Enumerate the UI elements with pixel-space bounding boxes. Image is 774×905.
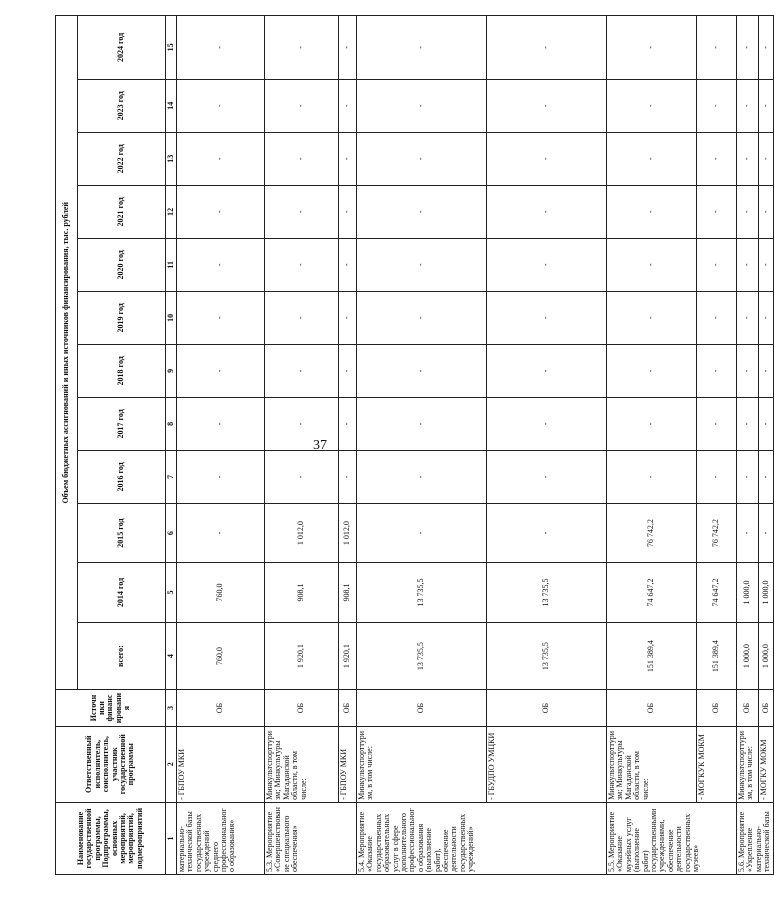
cell-program-name: 5.6. Мероприятие «Укрепление материально-технической базы bbox=[737, 802, 774, 874]
cell-year-value: - bbox=[177, 397, 265, 450]
header-year: 2023 год bbox=[78, 79, 166, 132]
cell-year-value: 1 000,0 bbox=[737, 563, 759, 622]
cell-year-value: 760,0 bbox=[177, 563, 265, 622]
cell-year-value: - bbox=[177, 185, 265, 238]
cell-year-value: - bbox=[487, 79, 607, 132]
cell-year-value: - bbox=[487, 238, 607, 291]
header-year: 2016 год bbox=[78, 450, 166, 503]
cell-executor: - ГБПОУ МКИ bbox=[177, 726, 265, 802]
cell-year-value: - bbox=[339, 397, 357, 450]
cell-total: 1 920,1 bbox=[265, 622, 339, 690]
cell-year-value: - bbox=[487, 16, 607, 80]
cell-year-value: - bbox=[357, 16, 487, 80]
page-number: 37 bbox=[313, 438, 327, 453]
cell-year-value: - bbox=[697, 344, 737, 397]
cell-executor: Минкультспорттуризм, в том числе: bbox=[357, 726, 487, 802]
cell-year-value: - bbox=[357, 238, 487, 291]
cell-year-value: - bbox=[357, 132, 487, 185]
cell-year-value: - bbox=[487, 503, 607, 562]
column-number: 15 bbox=[166, 16, 177, 80]
column-number: 8 bbox=[166, 397, 177, 450]
column-number: 3 bbox=[166, 690, 177, 726]
table-row bbox=[177, 16, 265, 875]
cell-year-value: - bbox=[737, 16, 759, 80]
cell-source: ОБ bbox=[357, 690, 487, 726]
rotated-table-wrapper bbox=[55, 15, 772, 875]
cell-source: ОБ bbox=[339, 690, 357, 726]
header-executor: Ответственный исполнитель, соисполнитель, участник государственной программы bbox=[56, 726, 166, 802]
cell-year-value: - bbox=[607, 397, 697, 450]
cell-year-value: - bbox=[357, 79, 487, 132]
cell-year-value: - bbox=[759, 16, 773, 80]
cell-year-value: - bbox=[759, 185, 773, 238]
funding-table bbox=[55, 15, 774, 875]
cell-year-value: - bbox=[357, 397, 487, 450]
cell-year-value: - bbox=[177, 503, 265, 562]
cell-year-value: - bbox=[697, 238, 737, 291]
column-number: 4 bbox=[166, 622, 177, 690]
cell-year-value: - bbox=[697, 16, 737, 80]
cell-year-value: - bbox=[737, 132, 759, 185]
cell-year-value: - bbox=[487, 291, 607, 344]
column-number: 14 bbox=[166, 79, 177, 132]
cell-year-value: - bbox=[177, 79, 265, 132]
cell-year-value: - bbox=[265, 344, 339, 397]
cell-program-name: 5.4. Мероприятие «Оказание государственных образовательных услуг в сфере дополнительного профессионального образования (выполнение работ), обеспечение деятельности государственных учреждений» bbox=[357, 802, 607, 874]
cell-year-value: - bbox=[357, 344, 487, 397]
cell-total: 151 389,4 bbox=[697, 622, 737, 690]
cell-year-value: - bbox=[357, 185, 487, 238]
cell-year-value: - bbox=[607, 79, 697, 132]
cell-year-value: - bbox=[607, 450, 697, 503]
header-year: 2020 год bbox=[78, 238, 166, 291]
cell-year-value: - bbox=[265, 79, 339, 132]
cell-year-value: - bbox=[487, 344, 607, 397]
table-row bbox=[339, 16, 357, 875]
cell-year-value: - bbox=[357, 450, 487, 503]
cell-year-value: 13 735,5 bbox=[357, 563, 487, 622]
cell-year-value: - bbox=[759, 79, 773, 132]
cell-year-value: - bbox=[265, 185, 339, 238]
cell-executor: - ГБУДПО УМЦКИ bbox=[487, 726, 607, 802]
header-source: Источники финансирования bbox=[56, 690, 166, 726]
cell-year-value: - bbox=[737, 397, 759, 450]
cell-executor: - ГБПОУ МКИ bbox=[339, 726, 357, 802]
cell-year-value: - bbox=[177, 132, 265, 185]
cell-year-value: 908,1 bbox=[339, 563, 357, 622]
cell-year-value: - bbox=[265, 450, 339, 503]
cell-source: ОБ bbox=[265, 690, 339, 726]
cell-year-value: - bbox=[697, 450, 737, 503]
cell-year-value: - bbox=[339, 450, 357, 503]
cell-year-value: 76 742,2 bbox=[697, 503, 737, 562]
cell-year-value: - bbox=[697, 132, 737, 185]
cell-total: 13 735,5 bbox=[357, 622, 487, 690]
cell-year-value: - bbox=[697, 185, 737, 238]
header-year: 2015 год bbox=[78, 503, 166, 562]
cell-year-value: 76 742,2 bbox=[607, 503, 697, 562]
cell-year-value: - bbox=[339, 291, 357, 344]
header-total: всего: bbox=[78, 622, 166, 690]
table-row bbox=[759, 16, 773, 875]
cell-year-value: - bbox=[607, 238, 697, 291]
table-row bbox=[607, 16, 697, 875]
cell-year-value: - bbox=[697, 397, 737, 450]
cell-year-value: - bbox=[759, 238, 773, 291]
header-year: 2017 год bbox=[78, 397, 166, 450]
cell-year-value: 908,1 bbox=[265, 563, 339, 622]
header-year: 2014 год bbox=[78, 563, 166, 622]
cell-year-value: - bbox=[759, 291, 773, 344]
cell-source: ОБ bbox=[697, 690, 737, 726]
header-year: 2019 год bbox=[78, 291, 166, 344]
header-year: 2024 год bbox=[78, 16, 166, 80]
cell-year-value: - bbox=[487, 397, 607, 450]
cell-year-value: - bbox=[607, 291, 697, 344]
cell-year-value: 74 647,2 bbox=[607, 563, 697, 622]
column-number: 12 bbox=[166, 185, 177, 238]
cell-source: ОБ bbox=[759, 690, 773, 726]
cell-year-value: - bbox=[339, 185, 357, 238]
cell-year-value: - bbox=[339, 238, 357, 291]
cell-year-value: - bbox=[265, 132, 339, 185]
cell-year-value: - bbox=[487, 450, 607, 503]
column-number: 9 bbox=[166, 344, 177, 397]
cell-year-value: - bbox=[339, 16, 357, 80]
cell-year-value: - bbox=[759, 450, 773, 503]
cell-executor: Минкультспорттуризм; Минкультуры Магаданской области, в том числе: bbox=[607, 726, 697, 802]
cell-year-value: - bbox=[265, 16, 339, 80]
table-row bbox=[487, 16, 607, 875]
cell-executor: Минкультспорттуризм, в том числе: bbox=[737, 726, 759, 802]
cell-year-value: - bbox=[759, 132, 773, 185]
cell-year-value: - bbox=[737, 238, 759, 291]
cell-year-value: - bbox=[737, 185, 759, 238]
cell-total: 760,0 bbox=[177, 622, 265, 690]
cell-year-value: - bbox=[607, 185, 697, 238]
column-number: 7 bbox=[166, 450, 177, 503]
cell-total: 1 920,1 bbox=[339, 622, 357, 690]
column-number: 11 bbox=[166, 238, 177, 291]
cell-year-value: - bbox=[607, 16, 697, 80]
cell-year-value: - bbox=[177, 450, 265, 503]
table-row bbox=[697, 16, 737, 875]
cell-year-value: - bbox=[759, 503, 773, 562]
table-row bbox=[357, 16, 487, 875]
column-number: 5 bbox=[166, 563, 177, 622]
header-year: 2022 год bbox=[78, 132, 166, 185]
cell-year-value: - bbox=[737, 344, 759, 397]
column-number: 2 bbox=[166, 726, 177, 802]
cell-year-value: - bbox=[339, 79, 357, 132]
cell-total: 151 389,4 bbox=[607, 622, 697, 690]
cell-year-value: - bbox=[177, 291, 265, 344]
cell-program-name: материально-технической базы государственных учреждений среднего профессионального образования» bbox=[177, 802, 265, 874]
cell-year-value: 1 012,0 bbox=[265, 503, 339, 562]
cell-year-value: - bbox=[759, 397, 773, 450]
cell-year-value: - bbox=[737, 503, 759, 562]
cell-year-value: - bbox=[737, 291, 759, 344]
cell-year-value: - bbox=[177, 238, 265, 291]
cell-source: ОБ bbox=[737, 690, 759, 726]
cell-total: 1 000,0 bbox=[737, 622, 759, 690]
cell-total: 13 735,5 bbox=[487, 622, 607, 690]
cell-year-value: - bbox=[177, 344, 265, 397]
header-year: 2018 год bbox=[78, 344, 166, 397]
table-row bbox=[265, 16, 339, 875]
column-number: 6 bbox=[166, 503, 177, 562]
cell-source: ОБ bbox=[487, 690, 607, 726]
table-row bbox=[737, 16, 759, 875]
cell-executor: - МОГКУК МОКМ bbox=[697, 726, 737, 802]
column-number: 1 bbox=[166, 802, 177, 874]
header-year: 2021 год bbox=[78, 185, 166, 238]
cell-year-value: - bbox=[697, 79, 737, 132]
cell-year-value: - bbox=[737, 450, 759, 503]
cell-year-value: 13 735,5 bbox=[487, 563, 607, 622]
cell-year-value: - bbox=[487, 132, 607, 185]
cell-source: ОБ bbox=[607, 690, 697, 726]
cell-year-value: 1 012,0 bbox=[339, 503, 357, 562]
header-funding: Объем бюджетных ассигнований и иных источников финансирования, тыс. рублей bbox=[56, 16, 78, 691]
column-number: 13 bbox=[166, 132, 177, 185]
cell-year-value: - bbox=[697, 291, 737, 344]
cell-year-value: - bbox=[339, 344, 357, 397]
cell-year-value: - bbox=[339, 132, 357, 185]
cell-year-value: - bbox=[357, 291, 487, 344]
cell-year-value: - bbox=[759, 344, 773, 397]
cell-year-value: - bbox=[265, 397, 339, 450]
cell-source: ОБ bbox=[177, 690, 265, 726]
cell-year-value: - bbox=[737, 79, 759, 132]
cell-executor: - МОГКУ МОКМ bbox=[759, 726, 773, 802]
header-name: Наименование государственной программы, Подпрограммы, основных мероприятий, мероприятий, подмероприятий bbox=[56, 802, 166, 874]
cell-program-name: 5.3. Мероприятие «Совершенствование специального обеспечения» bbox=[265, 802, 357, 874]
cell-year-value: - bbox=[607, 344, 697, 397]
cell-total: 1 000,0 bbox=[759, 622, 773, 690]
cell-year-value: - bbox=[487, 185, 607, 238]
cell-year-value: - bbox=[265, 238, 339, 291]
cell-year-value: - bbox=[607, 132, 697, 185]
cell-year-value: 74 647,2 bbox=[697, 563, 737, 622]
cell-executor: Минкультспорттуризм; Минкультуры Магаданской области, в том числе: bbox=[265, 726, 339, 802]
cell-program-name: 5.5. Мероприятие «Оказание музейных услуг (выполнение работ) государственными учреждениями, обеспечение деятельности государственных музеев» bbox=[607, 802, 737, 874]
cell-year-value: 1 000,0 bbox=[759, 563, 773, 622]
cell-year-value: - bbox=[357, 503, 487, 562]
cell-year-value: - bbox=[177, 16, 265, 80]
column-number: 10 bbox=[166, 291, 177, 344]
cell-year-value: - bbox=[265, 291, 339, 344]
